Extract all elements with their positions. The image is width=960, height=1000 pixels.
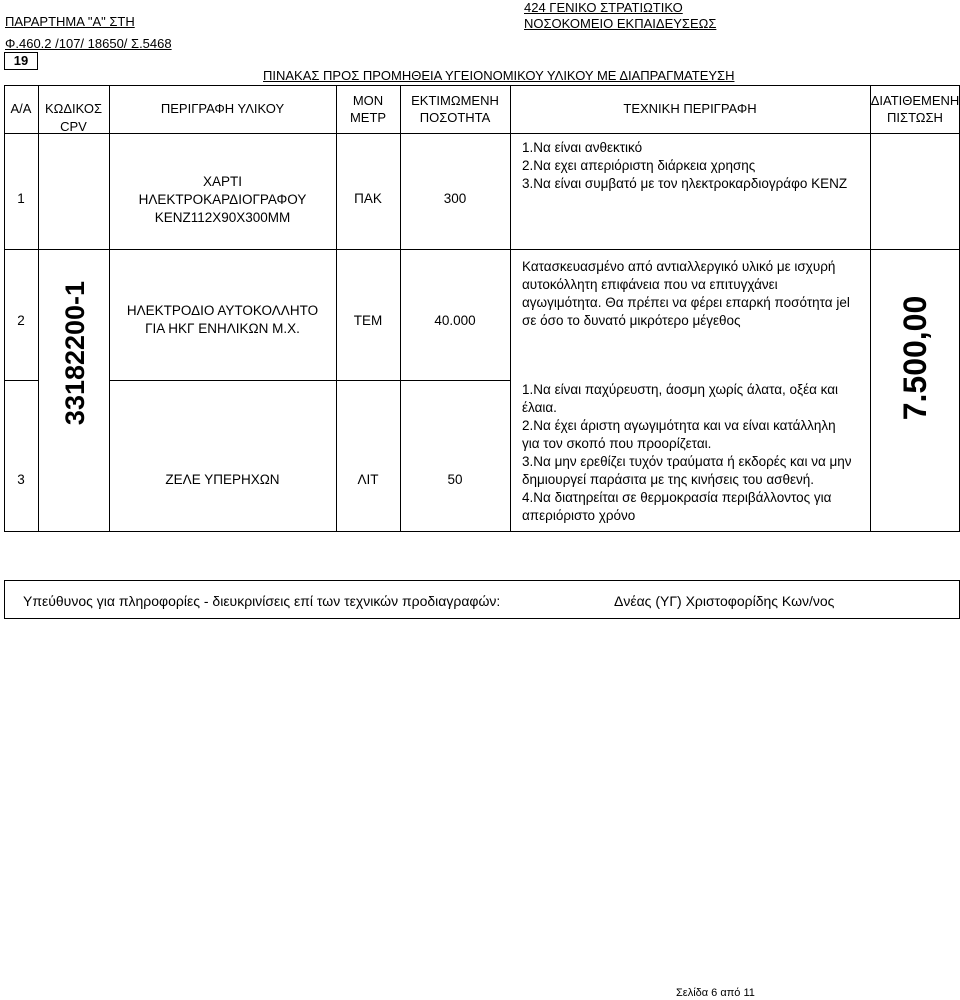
row-1-technical-line: 1.Να είναι ανθεκτικό (522, 140, 643, 155)
row-3-technical-line: έλαια. (522, 400, 557, 415)
row-1-description-line: ΧΑΡΤΙ (202, 174, 242, 189)
section-number: 19 (13, 53, 29, 68)
row-3-technical-line: 4.Να διατηρείται σε θερμοκρασία περιβάλλοντος για (522, 490, 832, 505)
cpv-code: 33182200-1 (60, 280, 90, 426)
col-header-unit (336, 92, 400, 126)
row-2-technical-line: αυτοκόλλητη επιφάνεια που να επιτυγχάνει (522, 277, 778, 292)
col-divider-desc (336, 85, 337, 532)
row-2-description (109, 302, 336, 338)
row-3-technical-line: 3.Να μην ερεθίζει τυχόν τραύματα ή εκδορές και να μην (522, 454, 852, 469)
col-header-quantity (400, 92, 510, 126)
row-3-technical-line: για τον σκοπό που προορίζεται. (522, 436, 712, 451)
row-1-description-line: ΗΛΕΚΤΡΟΚΑΡΔΙΟΓΡΑΦΟΥ (138, 192, 307, 207)
row-3-technical-line: 1.Να είναι παχύρευστη, άοσμη χωρίς άλατα, οξέα και (522, 382, 839, 397)
col-header-unit-line2: ΜΕΤΡ (349, 110, 387, 125)
reference-number: Φ.460.2 /107/ 18650/ Σ.5468 (5, 36, 172, 51)
row-3-technical-line: 2.Να έχει άριστη αγωγιμότητα και να είναι κατάλληλη (522, 418, 836, 433)
row-3-aa: 3 (17, 472, 25, 487)
table-title: ΠΙΝΑΚΑΣ ΠΡΟΣ ΠΡΟΜΗΘΕΙΑ ΥΓΕΙΟΝΟΜΙΚΟΥ ΥΛΙΚΟΥ ΜΕ ΔΙΑΠΡΑΓΜΑΤΕΥΣΗ (263, 68, 735, 83)
row-2-technical-line: σε όσο το δυνατό μικρότερο μέγεθος (522, 313, 741, 328)
row-2-technical-line: Κατασκευασμένο από αντιαλλεργικό υλικό με ισχυρή (522, 259, 836, 274)
row-2-quantity: 40.000 (434, 313, 476, 328)
row-1-unit: ΠΑΚ (354, 191, 382, 206)
row-1-quantity: 300 (443, 191, 467, 206)
row-2-technical-line: αγωγιμότητα. Θα πρέπει να φέρει επαρκή ποσότητα jel (522, 295, 850, 310)
row-3-technical (522, 381, 867, 525)
col-divider-aa (38, 85, 39, 532)
col-header-credit (870, 92, 960, 126)
row-2-description-line: ΓΙΑ ΗΚΓ ΕΝΗΛΙΚΩΝ Μ.Χ. (145, 321, 300, 336)
row-1-technical-line: 2.Να εχει απεριόριστη διάρκεια χρησης (522, 158, 756, 173)
col-header-cpv: ΚΩΔΙΚΟΣ CPV (44, 101, 103, 134)
col-header-aa: Α/Α (10, 101, 32, 116)
row-3-quantity: 50 (447, 472, 463, 487)
row-1-aa: 1 (17, 191, 25, 206)
section-number-box (4, 52, 38, 70)
header-row-divider (4, 133, 960, 134)
row-3-unit: ΛΙΤ (357, 472, 379, 487)
col-header-description: ΠΕΡΙΓΡΑΦΗ ΥΛΙΚΟΥ (160, 101, 285, 116)
col-header-quantity-line2: ΠΟΣΟΤΗΤΑ (419, 110, 491, 125)
col-divider-qty (510, 85, 511, 532)
row-2-divider-desc (109, 380, 511, 381)
page-number: Σελίδα 6 από 11 (676, 987, 755, 999)
annex-title: ΠΑΡΑΡΤΗΜΑ "Α" ΣΤΗ (5, 14, 135, 29)
contact-label: Υπεύθυνος για πληροφορίες - διευκρινίσεις επί των τεχνικών προδιαγραφών: (23, 593, 501, 609)
col-divider-tech (870, 85, 871, 532)
row-1-description-line: KENZ112X90X300MM (154, 210, 291, 225)
col-divider-unit (400, 85, 401, 532)
row-2-unit: ΤΕΜ (353, 313, 383, 328)
col-header-quantity-line1: ΕΚΤΙΜΩΜΕΝΗ (411, 93, 499, 108)
row-1-technical (522, 139, 867, 193)
row-2-aa: 2 (17, 313, 25, 328)
col-header-unit-line1: ΜΟΝ (352, 93, 384, 108)
hospital-name-line1: 424 ΓΕΝΙΚΟ ΣΤΡΑΤΙΩΤΙΚΟ (524, 0, 683, 15)
row-3-technical-line: δημιουργεί παράσιτα με της κινήσεις του ασθενή. (522, 472, 815, 487)
row-3-description: ΖΕΛΕ ΥΠΕΡΗΧΩΝ (165, 472, 280, 487)
contact-name: Δνέας (ΥΓ) Χριστοφορίδης Κων/νος (614, 593, 835, 609)
row-3-technical-line: απεριόριστο χρόνο (522, 508, 636, 523)
credit-amount: 7.500,00 (897, 295, 933, 421)
row-1-technical-line: 3.Να είναι συμβατό με τον ηλεκτροκαρδιογράφο KENZ (522, 176, 848, 191)
col-header-credit-line2: ΠΙΣΤΩΣΗ (887, 110, 943, 125)
col-header-technical: ΤΕΧΝΙΚΗ ΠΕΡΙΓΡΑΦΗ (623, 101, 757, 116)
row-2-technical (522, 258, 867, 330)
row-2-description-line: ΗΛΕΚΤΡΟΔΙΟ ΑΥΤΟΚΟΛΛΗΤΟ (126, 303, 319, 318)
col-header-credit-line1: ΔΙΑΤΙΘΕΜΕΝΗ (870, 93, 960, 108)
row-1-description (109, 173, 336, 227)
hospital-name-line2: ΝΟΣΟΚΟΜΕΙΟ ΕΚΠΑΙΔΕΥΣΕΩΣ (524, 16, 717, 31)
row-1-divider (4, 249, 960, 250)
row-2-divider-aa (4, 380, 39, 381)
